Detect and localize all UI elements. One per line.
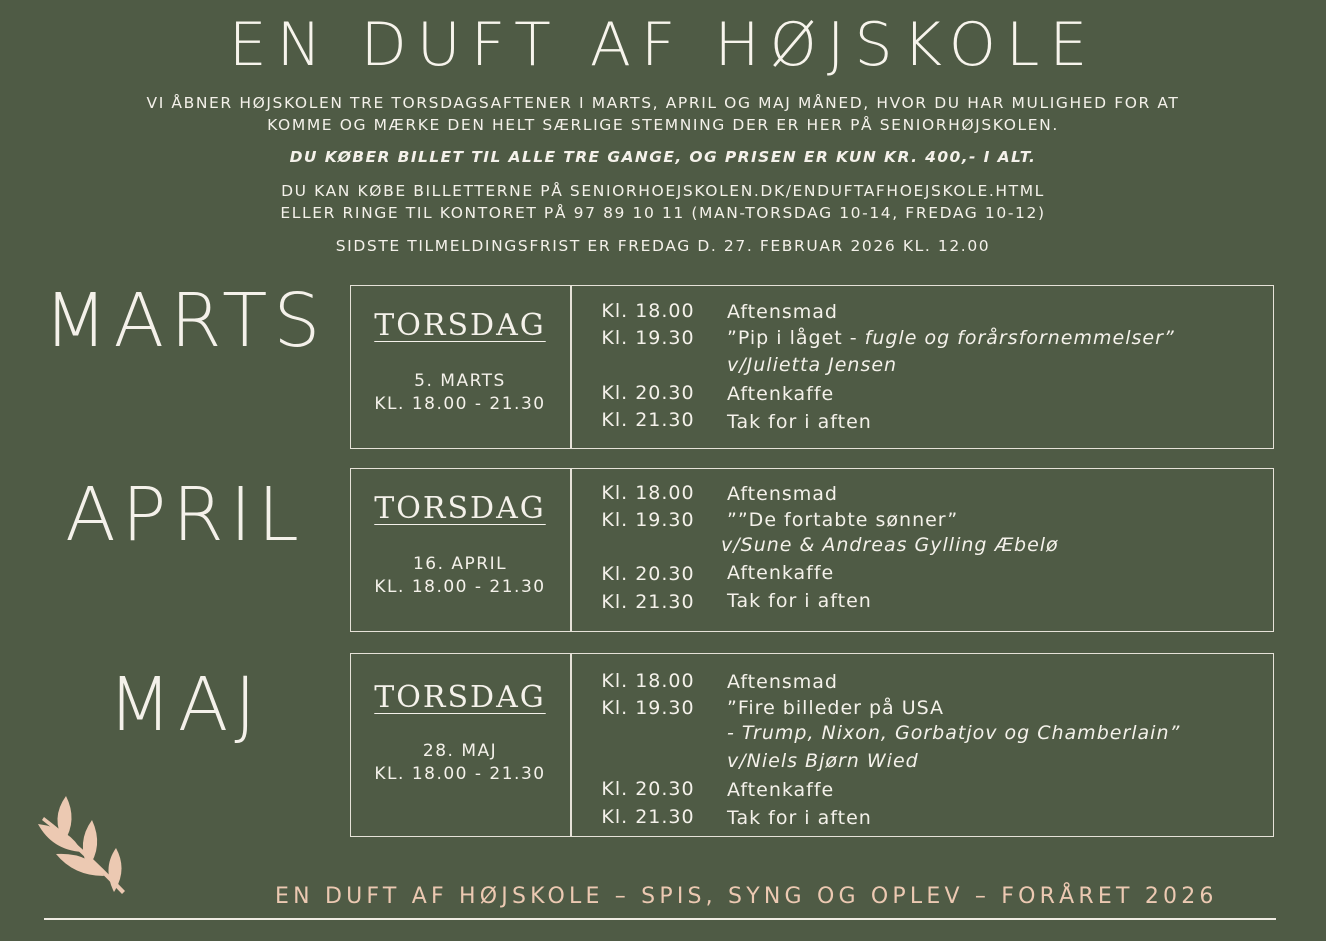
price-text: DU KØBER BILLET TIL ALLE TRE GANGE, OG PRISEN ER KUN KR. 400,- I ALT. xyxy=(289,148,1037,166)
activity-2-subtitle: - Trump, Nixon, Gorbatjov og Chamberlain” xyxy=(727,722,1181,744)
activity-3: Aftenkaffe xyxy=(727,562,835,584)
month-marts: MARTS xyxy=(43,278,327,364)
box-divider xyxy=(570,653,572,837)
day-label: TORSDAG xyxy=(374,491,546,526)
day-label: TORSDAG xyxy=(374,680,546,715)
time-4: Kl. 21.30 xyxy=(601,409,695,431)
event-hours: KL. 18.00 - 21.30 xyxy=(374,577,546,597)
time-3: Kl. 20.30 xyxy=(601,563,695,585)
footer-rule xyxy=(44,918,1276,920)
intro-line-1: VI ÅBNER HØJSKOLEN TRE TORSDAGSAFTENER I MARTS, APRIL OG MAJ MÅNED, HVOR DU HAR MULIGHED FOR AT xyxy=(146,94,1180,112)
activity-4: Tak for i aften xyxy=(727,807,872,829)
activity-2 xyxy=(727,327,1175,349)
activity-speaker: v/Sune & Andreas Gylling Æbelø xyxy=(721,534,1059,556)
box-divider xyxy=(570,468,572,632)
event-date-day: 16. APRIL xyxy=(412,554,508,574)
event-hours: KL. 18.00 - 21.30 xyxy=(374,764,546,784)
purchase-line-1: DU KAN KØBE BILLETTERNE PÅ SENIORHOEJSKOLEN.DK/ENDUFTAFHOEJSKOLE.HTML xyxy=(281,182,1045,200)
purchase-line-2: ELLER RINGE TIL KONTORET PÅ 97 89 10 11 (MAN-TORSDAG 10-14, FREDAG 10-12) xyxy=(280,204,1046,222)
event-date xyxy=(351,370,569,416)
activity-1: Aftensmad xyxy=(727,671,838,693)
event-hours: KL. 18.00 - 21.30 xyxy=(374,394,546,414)
event-date-day: 5. MARTS xyxy=(414,371,506,391)
activity-4: Tak for i aften xyxy=(727,411,872,433)
deadline-text: SIDSTE TILMELDINGSFRIST ER FREDAG D. 27. FEBRUAR 2026 KL. 12.00 xyxy=(335,237,991,255)
event-date-day: 28. MAJ xyxy=(422,741,498,761)
intro-text xyxy=(0,92,1326,136)
activity-3: Aftenkaffe xyxy=(727,779,835,801)
time-3: Kl. 20.30 xyxy=(601,778,695,800)
time-1: Kl. 18.00 xyxy=(601,300,695,322)
activity-1: Aftensmad xyxy=(727,483,838,505)
activity-2-subtitle: fugle og forårsfornemmelser” xyxy=(864,327,1175,349)
activity-2: ”Fire billeder på USA xyxy=(727,697,945,719)
activity-2-title: ”Pip i låget - xyxy=(727,327,865,349)
activity-2: ””De fortabte sønner” xyxy=(727,509,959,531)
time-4: Kl. 21.30 xyxy=(601,806,695,828)
box-divider xyxy=(570,285,572,449)
time-4: Kl. 21.30 xyxy=(601,591,695,613)
event-box-maj xyxy=(350,653,1274,837)
activity-3: Aftenkaffe xyxy=(727,383,835,405)
time-2: Kl. 19.30 xyxy=(601,509,695,531)
event-box-april xyxy=(350,468,1274,632)
page-title: EN DUFT AF HØJSKOLE xyxy=(228,10,1098,80)
time-1: Kl. 18.00 xyxy=(601,482,695,504)
month-april: APRIL xyxy=(65,472,305,558)
event-date xyxy=(351,553,569,599)
activity-4: Tak for i aften xyxy=(727,590,872,612)
activity-speaker: v/Niels Bjørn Wied xyxy=(727,750,919,772)
activity-speaker: v/Julietta Jensen xyxy=(727,354,898,376)
time-2: Kl. 19.30 xyxy=(601,697,695,719)
event-date xyxy=(351,740,569,786)
month-maj: MAJ xyxy=(107,662,263,748)
time-1: Kl. 18.00 xyxy=(601,670,695,692)
footer-tagline: EN DUFT AF HØJSKOLE – SPIS, SYNG OG OPLEV – FORÅRET 2026 xyxy=(275,884,1218,909)
leaf-branch-icon xyxy=(30,790,140,905)
time-3: Kl. 20.30 xyxy=(601,382,695,404)
intro-line-2: KOMME OG MÆRKE DEN HELT SÆRLIGE STEMNING DER ER HER PÅ SENIORHØJSKOLEN. xyxy=(267,116,1059,134)
activity-1: Aftensmad xyxy=(727,301,838,323)
time-2: Kl. 19.30 xyxy=(601,327,695,349)
day-label: TORSDAG xyxy=(374,308,546,343)
event-box-marts xyxy=(350,285,1274,449)
purchase-info xyxy=(0,180,1326,224)
